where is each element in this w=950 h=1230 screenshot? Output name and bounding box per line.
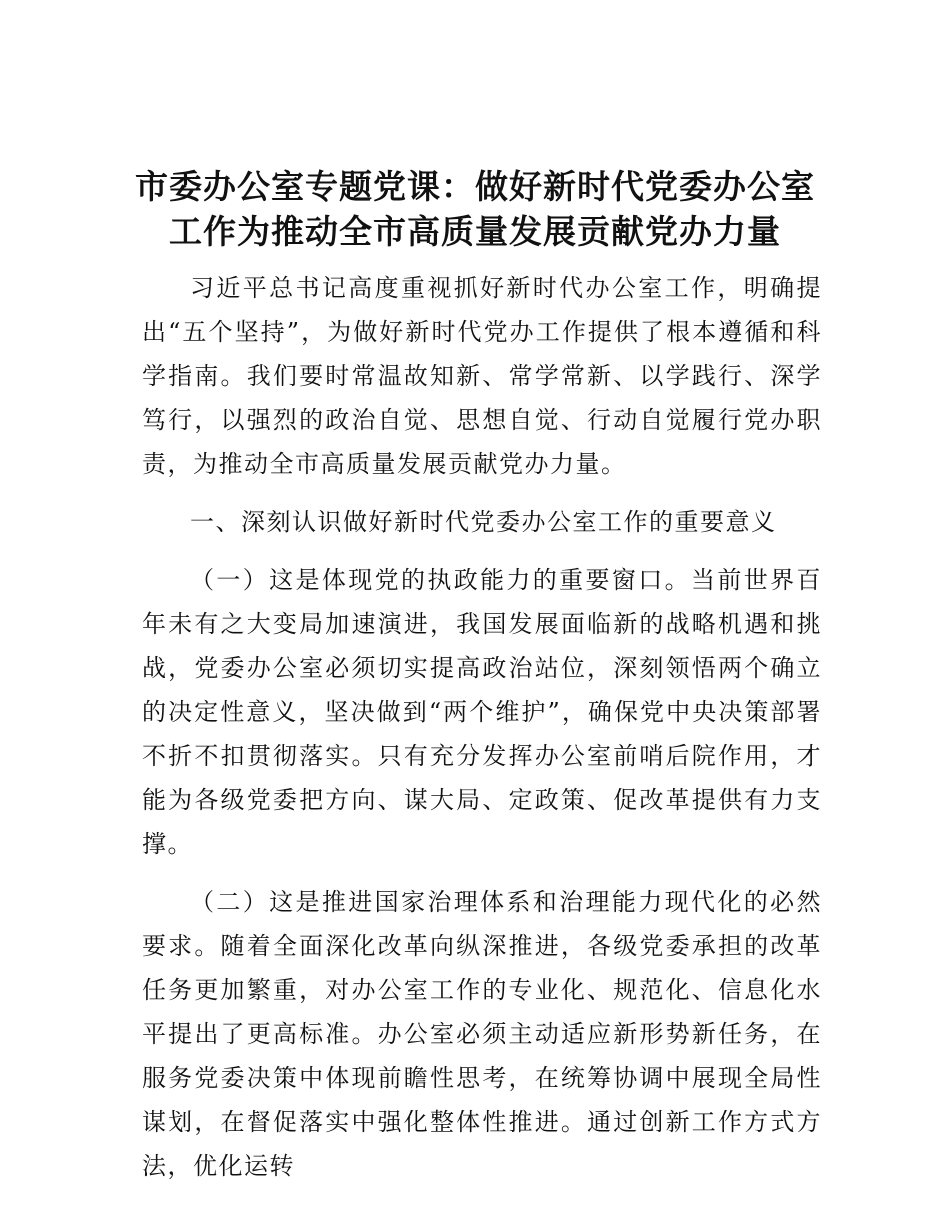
subsection-paragraph-1: （一）这是体现党的执政能力的重要窗口。当前世界百年未有之大变局加速演进，我国发展面临新的战略机遇和挑战，党委办公室必须切实提高政治站位，深刻领悟两个确立的决定性意义，坚决做到“两个维护”，确保党中央决策部署不折不扣贯彻落实。只有充分发挥办公室前哨后院作用，才能为各级党委把方向、谋大局、定政策、促改革提供有力支撑。 — [142, 566, 822, 858]
title-line-2: 工作为推动全市高质量发展贡献党办力量 — [169, 212, 781, 251]
intro-paragraph: 习近平总书记高度重视抓好新时代办公室工作，明确提出“五个坚持”，为做好新时代党办工作提供了根本遵循和科学指南。我们要时常温故知新、常学常新、以学践行、深学笃行，以强烈的政治自觉、思想自觉、行动自觉履行党办职责，为推动全市高质量发展贡献党办力量。 — [142, 274, 822, 478]
document-title — [120, 164, 830, 254]
section-heading-1: 一、深刻认识做好新时代党委办公室工作的重要意义 — [190, 508, 777, 536]
document-body — [142, 266, 822, 1202]
title-line-1: 市委办公室专题党课：做好新时代党委办公室 — [135, 167, 815, 206]
subsection-paragraph-2: （二）这是推进国家治理体系和治理能力现代化的必然要求。随着全面深化改革向纵深推进，各级党委承担的改革任务更加繁重，对办公室工作的专业化、规范化、信息化水平提出了更高标准。办公室必须主动适应新形势新任务，在服务党委决策中体现前瞻性思考，在统筹协调中展现全局性谋划，在督促落实中强化整体性推进。通过创新工作方式方法，优化运转 — [142, 888, 822, 1180]
